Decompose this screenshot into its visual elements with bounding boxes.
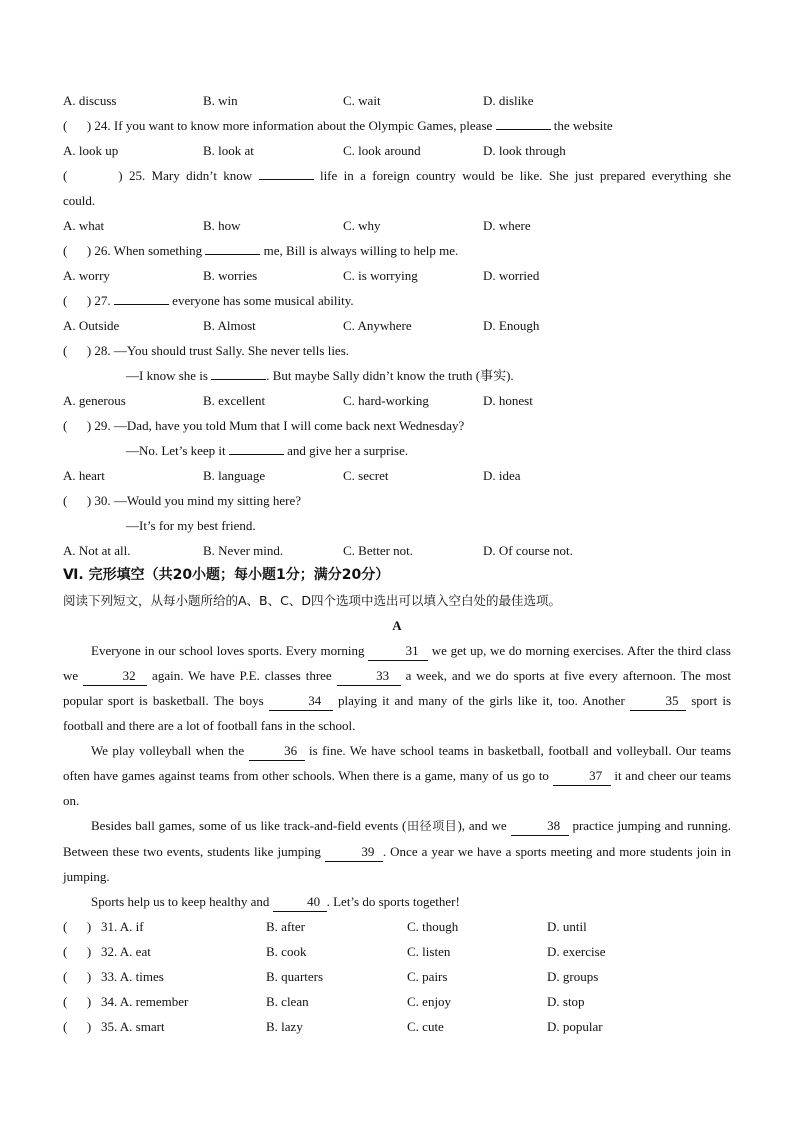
option-d: D. idea bbox=[483, 468, 521, 483]
question-text: 28. —You should trust Sally. She never tells lies. bbox=[94, 343, 350, 358]
option-b: B. clean bbox=[266, 994, 309, 1009]
q26-stem bbox=[63, 238, 731, 263]
q29-stem bbox=[63, 413, 731, 438]
option-c: C. pairs bbox=[407, 969, 448, 984]
answer-paren: ( ) bbox=[63, 944, 92, 959]
cloze-question-34 bbox=[63, 989, 731, 1014]
q26-options bbox=[63, 263, 731, 288]
option-c: C. why bbox=[343, 218, 381, 233]
option-c: C. secret bbox=[343, 468, 389, 483]
option-b: B. excellent bbox=[203, 393, 266, 408]
passage-paragraph-2 bbox=[63, 738, 731, 813]
q24-stem bbox=[63, 113, 731, 138]
option-b: B. cook bbox=[266, 944, 307, 959]
question-text-after: the website bbox=[553, 118, 613, 133]
option-c: C. Better not. bbox=[343, 543, 414, 558]
question-text: 30. —Would you mind my sitting here? bbox=[94, 493, 301, 508]
q29-reply bbox=[63, 438, 731, 463]
cloze-blank-37: 37 bbox=[553, 767, 611, 786]
passage-paragraph-3 bbox=[63, 813, 731, 889]
answer-blank bbox=[259, 165, 314, 180]
q28-stem bbox=[63, 338, 731, 363]
answer-paren: ( ) bbox=[63, 343, 92, 358]
passage-text: Besides ball games, some of us like track-and-field events ( bbox=[91, 818, 407, 833]
q25-stem bbox=[63, 163, 731, 188]
answer-paren: ( ) bbox=[63, 418, 92, 433]
q25-stem-cont: could. bbox=[63, 193, 96, 208]
question-text-after: life in a foreign country would be like. She just prepared everything she bbox=[319, 168, 732, 183]
answer-paren: ( ) bbox=[63, 919, 92, 934]
option-b: B. win bbox=[203, 93, 238, 108]
reply-text: —It’s for my best friend. bbox=[126, 518, 256, 533]
option-b: B. worries bbox=[203, 268, 258, 283]
q30-options bbox=[63, 538, 731, 563]
option-a: A. what bbox=[63, 218, 105, 233]
cloze-question-33 bbox=[63, 964, 731, 989]
answer-blank bbox=[496, 115, 551, 130]
option-a: A. discuss bbox=[63, 93, 117, 108]
option-a: A. worry bbox=[63, 268, 110, 283]
option-c: C. hard-working bbox=[343, 393, 429, 408]
answer-blank bbox=[114, 290, 169, 305]
answer-paren: ( ) bbox=[63, 969, 92, 984]
option-b: B. look at bbox=[203, 143, 254, 158]
cloze-question-31 bbox=[63, 914, 731, 939]
cloze-blank-31: 31 bbox=[368, 642, 428, 661]
cloze-blank-40: 40 bbox=[273, 893, 327, 912]
option-a: 34. A. remember bbox=[101, 994, 189, 1009]
option-a: A. generous bbox=[63, 393, 126, 408]
answer-blank bbox=[211, 365, 266, 380]
reply-text: —I know she is bbox=[126, 368, 208, 383]
passage-text: Everyone in our school loves sports. Every morning bbox=[91, 643, 365, 658]
cloze-question-32 bbox=[63, 939, 731, 964]
option-d: D. where bbox=[483, 218, 531, 233]
reply-text: —No. Let’s keep it bbox=[126, 443, 226, 458]
option-d: D. honest bbox=[483, 393, 533, 408]
q24-options bbox=[63, 138, 731, 163]
passage-text: Sports help us to keep healthy and bbox=[91, 894, 270, 909]
passage-text: it and cheer our teams on. bbox=[63, 768, 732, 808]
answer-paren: ( ) bbox=[63, 1019, 92, 1034]
cloze-question-35 bbox=[63, 1014, 731, 1039]
passage-text: a week, and we do sports at five every afternoon. The most popular sport is basketball. The boys bbox=[63, 668, 732, 708]
option-d: D. Enough bbox=[483, 318, 540, 333]
question-text: 29. —Dad, have you told Mum that I will come back next Wednesday? bbox=[94, 418, 465, 433]
passage-text: again. We have P.E. classes three bbox=[152, 668, 332, 683]
passage-text: We play volleyball when the bbox=[91, 743, 245, 758]
option-d: D. look through bbox=[483, 143, 566, 158]
option-b: B. Almost bbox=[203, 318, 256, 333]
option-b: B. Never mind. bbox=[203, 543, 284, 558]
option-b: B. quarters bbox=[266, 969, 324, 984]
question-text-after: everyone has some musical ability. bbox=[172, 293, 354, 308]
reply-text-after: and give her a surprise. bbox=[287, 443, 409, 458]
passage-text: . Let’s do sports together! bbox=[326, 894, 460, 909]
option-d: D. exercise bbox=[547, 944, 606, 959]
option-d: D. stop bbox=[547, 994, 585, 1009]
section-instruction: 阅读下列短文，从每小题所给的A、B、C、D四个选项中选出可以填入空白处的最佳选项。 bbox=[63, 593, 561, 608]
cloze-blank-33: 33 bbox=[337, 667, 401, 686]
cloze-blank-32: 32 bbox=[83, 667, 147, 686]
option-b: B. after bbox=[266, 919, 305, 934]
question-text: 25. Mary didn’t know bbox=[128, 168, 253, 183]
cloze-blank-34: 34 bbox=[269, 692, 333, 711]
passage-text: practice jumping and running. Between these two events, students like jumping bbox=[63, 818, 731, 859]
option-a: A. look up bbox=[63, 143, 119, 158]
answer-paren: ( ) bbox=[63, 493, 92, 508]
passage-text: we get up, we do morning exercises. After the third class we bbox=[63, 643, 731, 683]
option-c: C. look around bbox=[343, 143, 421, 158]
q28-reply bbox=[63, 363, 731, 388]
q25-options bbox=[63, 213, 731, 238]
question-number: 27. bbox=[94, 293, 111, 308]
option-c: C. listen bbox=[407, 944, 451, 959]
q27-options bbox=[63, 313, 731, 338]
option-d: D. dislike bbox=[483, 93, 534, 108]
answer-paren: ( ) bbox=[63, 243, 92, 258]
cloze-blank-36: 36 bbox=[249, 742, 305, 761]
passage-title: A bbox=[392, 618, 402, 633]
option-b: B. how bbox=[203, 218, 241, 233]
answer-paren: ( ) bbox=[63, 994, 92, 1009]
answer-blank bbox=[229, 440, 284, 455]
passage-paragraph-4 bbox=[63, 889, 731, 914]
question-text: 24. If you want to know more information about the Olympic Games, please bbox=[94, 118, 493, 133]
option-c: C. is worrying bbox=[343, 268, 418, 283]
passage-paragraph-1 bbox=[63, 638, 731, 738]
passage-text: sport is football and there are a lot of football fans in the school. bbox=[63, 693, 732, 733]
question-text: 26. When something bbox=[94, 243, 203, 258]
q23-options bbox=[63, 88, 731, 113]
cloze-blank-38: 38 bbox=[511, 817, 569, 836]
cloze-blank-39: 39 bbox=[325, 843, 383, 862]
option-c: C. Anywhere bbox=[343, 318, 412, 333]
option-a: 35. A. smart bbox=[101, 1019, 165, 1034]
reply-text-after: . But maybe Sally didn’t know the truth (事实). bbox=[266, 368, 514, 383]
option-a: A. Not at all. bbox=[63, 543, 131, 558]
option-a: A. heart bbox=[63, 468, 105, 483]
passage-text: is fine. We have school teams in basketball, football and volleyball. Our teams often have games against teams from other schools. When there is a game, many of us go to bbox=[63, 743, 731, 783]
q30-reply bbox=[63, 513, 731, 538]
question-text-after: me, Bill is always willing to help me. bbox=[263, 243, 459, 258]
option-d: D. popular bbox=[547, 1019, 603, 1034]
option-d: D. until bbox=[547, 919, 587, 934]
passage-text: ), and we bbox=[457, 818, 507, 833]
option-d: D. groups bbox=[547, 969, 599, 984]
exam-page bbox=[63, 88, 731, 1039]
passage-gloss: 田径项目 bbox=[406, 819, 458, 833]
option-b: B. language bbox=[203, 468, 266, 483]
option-d: D. Of course not. bbox=[483, 543, 573, 558]
answer-paren: ( ) bbox=[63, 118, 92, 133]
option-d: D. worried bbox=[483, 268, 540, 283]
cloze-blank-35: 35 bbox=[630, 692, 686, 711]
passage-text: . Once a year we have a sports meeting and more students join in jumping. bbox=[63, 844, 732, 884]
q29-options bbox=[63, 463, 731, 488]
option-c: C. wait bbox=[343, 93, 381, 108]
answer-blank bbox=[205, 240, 260, 255]
q28-options bbox=[63, 388, 731, 413]
option-a: 31. A. if bbox=[101, 919, 144, 934]
passage-text: playing it and many of the girls like it, too. Another bbox=[337, 693, 625, 708]
q30-stem bbox=[63, 488, 731, 513]
option-a: 32. A. eat bbox=[101, 944, 151, 959]
option-a: A. Outside bbox=[63, 318, 120, 333]
option-c: C. though bbox=[407, 919, 459, 934]
option-c: C. enjoy bbox=[407, 994, 452, 1009]
answer-paren: ( ) bbox=[63, 168, 123, 183]
option-b: B. lazy bbox=[266, 1019, 303, 1034]
section-title: Ⅵ. 完形填空（共20小题；每小题1分；满分20分） bbox=[63, 567, 390, 583]
option-c: C. cute bbox=[407, 1019, 444, 1034]
option-a: 33. A. times bbox=[101, 969, 164, 984]
answer-paren: ( ) bbox=[63, 293, 92, 308]
q27-stem bbox=[63, 288, 731, 313]
